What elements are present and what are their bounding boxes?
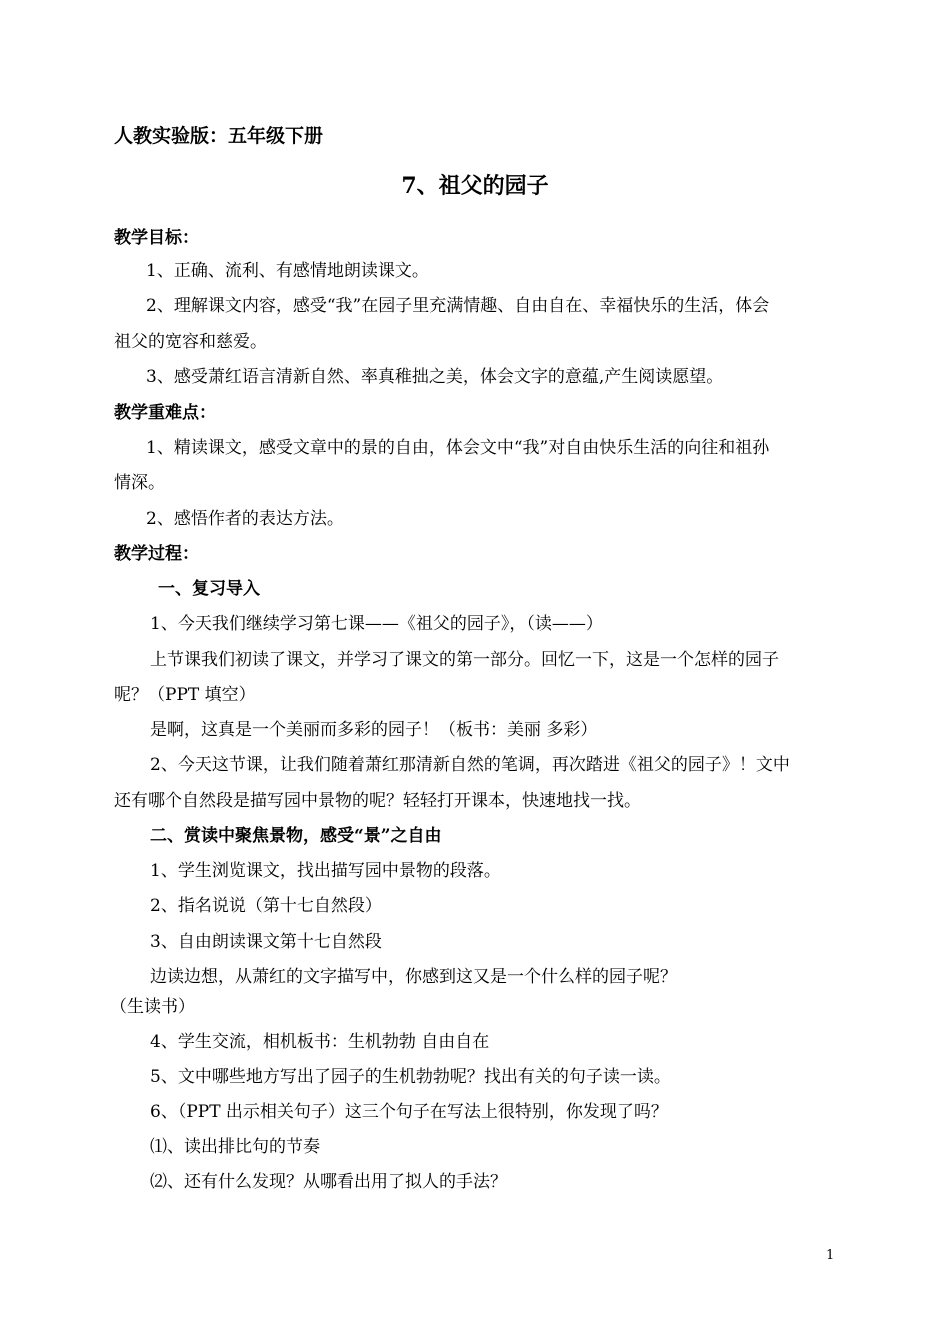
section-heading-goals: 教学目标： [114,228,199,248]
goal-1: 1、正确、流利、有感情地朗读课文。 [146,261,429,281]
step-2-heading: 二、赏读中聚焦景物，感受“景”之自由 [150,826,442,846]
step-2-item-3: 3、自由朗读课文第十七自然段 [150,932,382,952]
goal-2: 2、理解课文内容，感受“我”在园子里充满情趣、自由自在、幸福快乐的生活，体会 [146,296,770,316]
step-1-paragraph-2: 是啊，这真是一个美丽而多彩的园子！（板书：美丽 多彩） [150,720,598,740]
step-1-paragraph-cont: 呢？（PPT 填空） [114,685,256,705]
step-2-paragraph: 边读边想，从萧红的文字描写中，你感到这又是一个什么样的园子呢？ [150,967,677,987]
step-2-subitem-1: ⑴、读出排比句的节奏 [150,1137,320,1157]
step-1-heading: 一、复习导入 [158,579,260,599]
step-2-item-4: 4、学生交流，相机板书：生机勃勃 自由自在 [150,1032,490,1052]
step-1-item-2: 2、今天这节课，让我们随着萧红那清新自然的笔调，再次踏进《祖父的园子》！文中 [150,755,790,775]
step-2-paragraph-cont: （生读书） [110,997,195,1017]
step-2-item-2: 2、指名说说（第十七自然段） [150,896,382,916]
keypoint-1-cont: 情深。 [114,473,165,493]
edition-heading: 人教实验版：五年级下册 [114,125,324,147]
section-heading-process: 教学过程： [114,544,199,564]
step-2-subitem-2: ⑵、还有什么发现？从哪看出用了拟人的手法？ [150,1172,507,1192]
step-2-item-6: 6、（PPT 出示相关句子）这三个句子在写法上很特别，你发现了吗？ [150,1102,668,1122]
page-number: 1 [826,1248,835,1263]
lesson-title: 7、祖父的园子 [401,173,549,199]
step-1-paragraph: 上节课我们初读了课文，并学习了课文的第一部分。回忆一下，这是一个怎样的园子 [150,650,779,670]
step-2-item-1: 1、学生浏览课文，找出描写园中景物的段落。 [150,861,501,881]
step-1-item-1: 1、今天我们继续学习第七课——《祖父的园子》，（读——） [150,614,603,634]
keypoint-1: 1、精读课文，感受文章中的景的自由，体会文中“我”对自由快乐生活的向往和祖孙 [146,438,770,458]
keypoint-2: 2、感悟作者的表达方法。 [146,509,344,529]
goal-3: 3、感受萧红语言清新自然、率真稚拙之美，体会文字的意蕴,产生阅读愿望。 [146,367,724,387]
goal-2-cont: 祖父的宽容和慈爱。 [114,332,267,352]
step-1-item-2-cont: 还有哪个自然段是描写园中景物的呢？轻轻打开课本，快速地找一找。 [114,791,641,811]
step-2-item-5: 5、文中哪些地方写出了园子的生机勃勃呢？找出有关的句子读一读。 [150,1067,671,1087]
section-heading-keypoints: 教学重难点： [114,403,216,423]
